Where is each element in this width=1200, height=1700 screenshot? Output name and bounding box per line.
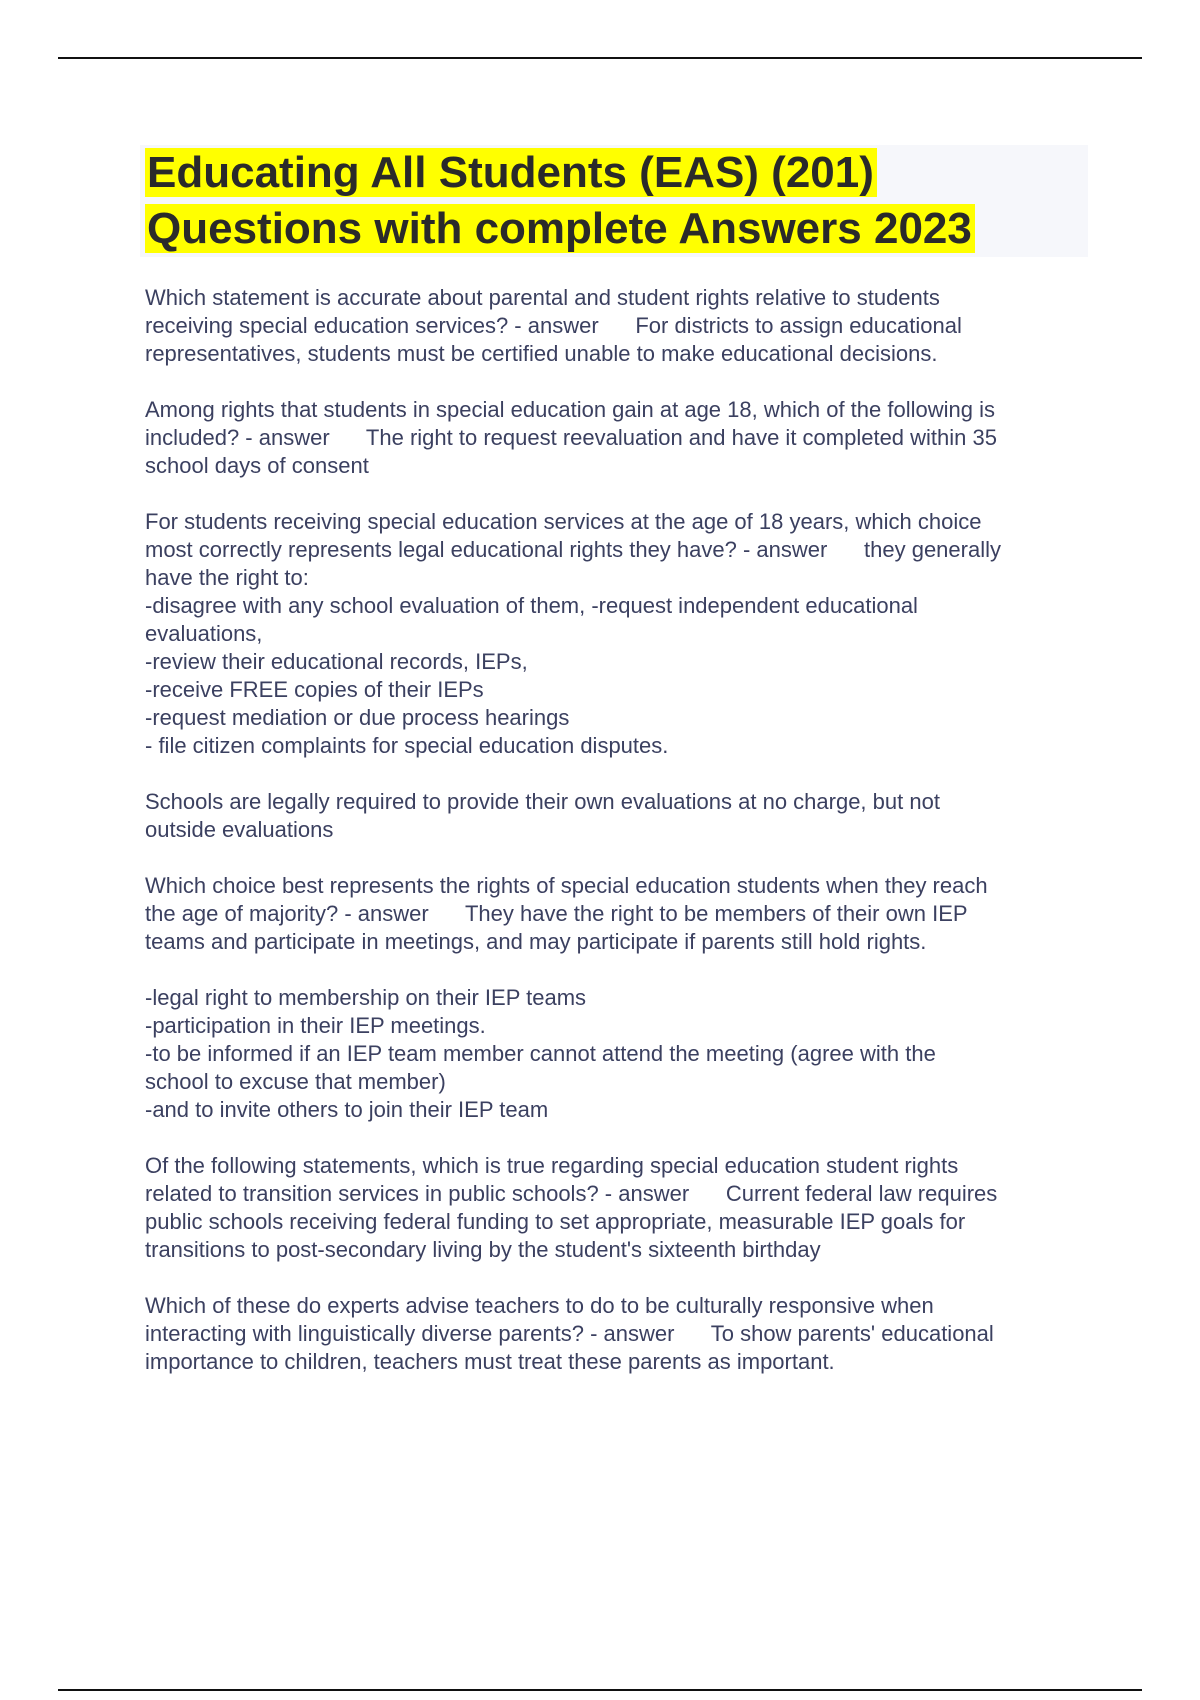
top-divider: [58, 57, 1142, 59]
page-title: [145, 145, 975, 257]
text-line: -participation in their IEP meetings.: [145, 1013, 486, 1038]
text-line: interacting with linguistically diverse parents? - answer To show parents' educational: [145, 1321, 994, 1346]
text-line: For students receiving special education services at the age of 18 years, which choice: [145, 509, 982, 534]
text-line: representatives, students must be certified unable to make educational decisions.: [145, 341, 938, 366]
qa-block: [145, 872, 1095, 956]
document-body: [145, 284, 1095, 1404]
text-line: the age of majority? - answer They have the right to be members of their own IEP: [145, 901, 968, 926]
qa-block: [145, 396, 1095, 480]
text-line: -review their educational records, IEPs,: [145, 649, 528, 674]
text-line: -receive FREE copies of their IEPs: [145, 677, 484, 702]
text-line: Schools are legally required to provide their own evaluations at no charge, but not: [145, 789, 940, 814]
text-line: Which choice best represents the rights of special education students when they reach: [145, 873, 988, 898]
text-line: Which statement is accurate about parental and student rights relative to students: [145, 285, 940, 310]
text-line: school days of consent: [145, 453, 369, 478]
qa-block: [145, 508, 1095, 760]
text-line: -and to invite others to join their IEP team: [145, 1097, 549, 1122]
qa-block: [145, 788, 1095, 844]
text-line: -request mediation or due process hearings: [145, 705, 570, 730]
qa-block: [145, 984, 1095, 1124]
text-line: related to transition services in public schools? - answer Current federal law requires: [145, 1181, 998, 1206]
title-line-1: Educating All Students (EAS) (201): [145, 148, 877, 197]
qa-block: [145, 284, 1095, 368]
text-line: included? - answer The right to request reevaluation and have it completed within 35: [145, 425, 997, 450]
text-line: receiving special education services? - answer For districts to assign educational: [145, 313, 962, 338]
text-line: school to excuse that member): [145, 1069, 446, 1094]
text-line: public schools receiving federal funding to set appropriate, measurable IEP goals for: [145, 1209, 966, 1234]
text-line: -to be informed if an IEP team member cannot attend the meeting (agree with the: [145, 1041, 936, 1066]
text-line: most correctly represents legal educational rights they have? - answer they generally: [145, 537, 1001, 562]
text-line: Which of these do experts advise teachers to do to be culturally responsive when: [145, 1293, 934, 1318]
text-line: evaluations,: [145, 621, 263, 646]
text-line: - file citizen complaints for special education disputes.: [145, 733, 669, 758]
text-line: -legal right to membership on their IEP teams: [145, 985, 587, 1010]
text-line: transitions to post-secondary living by the student's sixteenth birthday: [145, 1237, 821, 1262]
text-line: outside evaluations: [145, 817, 334, 842]
text-line: have the right to:: [145, 565, 309, 590]
bottom-divider: [58, 1689, 1142, 1691]
qa-block: [145, 1292, 1095, 1376]
text-line: Among rights that students in special education gain at age 18, which of the following is: [145, 397, 995, 422]
qa-block: [145, 1152, 1095, 1264]
title-line-2: Questions with complete Answers 2023: [145, 204, 975, 253]
text-line: -disagree with any school evaluation of them, -request independent educational: [145, 593, 918, 618]
text-line: teams and participate in meetings, and may participate if parents still hold rights.: [145, 929, 927, 954]
text-line: importance to children, teachers must treat these parents as important.: [145, 1349, 835, 1374]
text-line: Of the following statements, which is true regarding special education student rights: [145, 1153, 959, 1178]
